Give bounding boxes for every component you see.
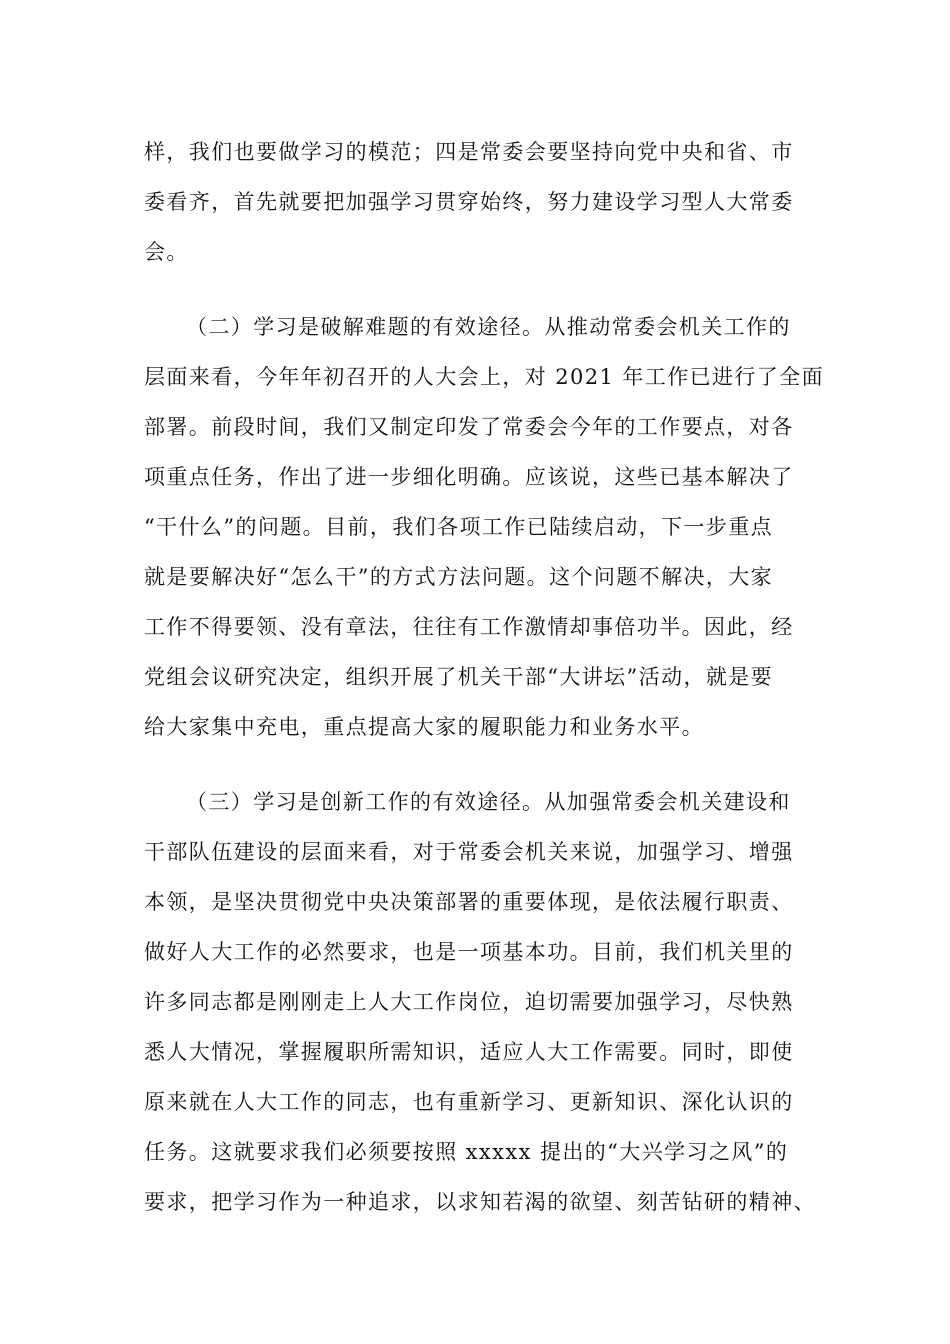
text-line: 层面来看，今年年初召开的人大会上，对 2021 年工作已进行了全面 — [144, 365, 824, 389]
document-body — [144, 128, 824, 1228]
text-line: 工作不得要领、没有章法，往往有工作激情却事倍功半。因此，经 — [144, 615, 794, 639]
text-line: 会。 — [144, 240, 189, 264]
text-line: 干部队伍建设的层面来看，对于常委会机关来说，加强学习、增强 — [144, 840, 794, 864]
paragraph-section-3 — [144, 778, 816, 1228]
text-line: 任务。这就要求我们必须要按照 xxxxx 提出的“大兴学习之风”的 — [144, 1140, 789, 1164]
text-line: （三）学习是创新工作的有效途径。从加强常委会机关建设和 — [186, 790, 791, 814]
text-line: 给大家集中充电，重点提高大家的履职能力和业务水平。 — [144, 715, 704, 739]
text-line: 就是要解决好“怎么干”的方式方法问题。这个问题不解决，大家 — [144, 565, 774, 589]
text-line: 部署。前段时间，我们又制定印发了常委会今年的工作要点，对各 — [144, 415, 794, 439]
paragraph-gap — [144, 278, 806, 303]
text-line: 要求，把学习作为一种追求，以求知若渴的欲望、刻苦钻研的精神、 — [144, 1190, 816, 1214]
text-line: 样，我们也要做学习的模范；四是常委会要坚持向党中央和省、市 — [144, 140, 794, 164]
text-line: 悉人大情况，掌握履职所需知识，适应人大工作需要。同时，即使 — [144, 1040, 794, 1064]
text-line: 许多同志都是刚刚走上人大工作岗位，迫切需要加强学习，尽快熟 — [144, 990, 794, 1014]
text-line: 项重点任务，作出了进一步细化明确。应该说，这些已基本解决了 — [144, 465, 794, 489]
text-line: 本领，是坚决贯彻党中央决策部署的重要体现，是依法履行职责、 — [144, 890, 794, 914]
text-line: “干什么”的问题。目前，我们各项工作已陆续启动，下一步重点 — [144, 515, 774, 539]
paragraph-continuation — [144, 128, 806, 278]
paragraph-gap — [144, 753, 806, 778]
text-line: 原来就在人大工作的同志，也有重新学习、更新知识、深化认识的 — [144, 1090, 794, 1114]
text-line: 做好人大工作的必然要求，也是一项基本功。目前，我们机关里的 — [144, 940, 794, 964]
text-line: （二）学习是破解难题的有效途径。从推动常委会机关工作的 — [186, 315, 791, 339]
text-line: 委看齐，首先就要把加强学习贯穿始终，努力建设学习型人大常委 — [144, 190, 794, 214]
text-line: 党组会议研究决定，组织开展了机关干部“大讲坛”活动，就是要 — [144, 665, 774, 689]
paragraph-section-2 — [144, 303, 824, 753]
